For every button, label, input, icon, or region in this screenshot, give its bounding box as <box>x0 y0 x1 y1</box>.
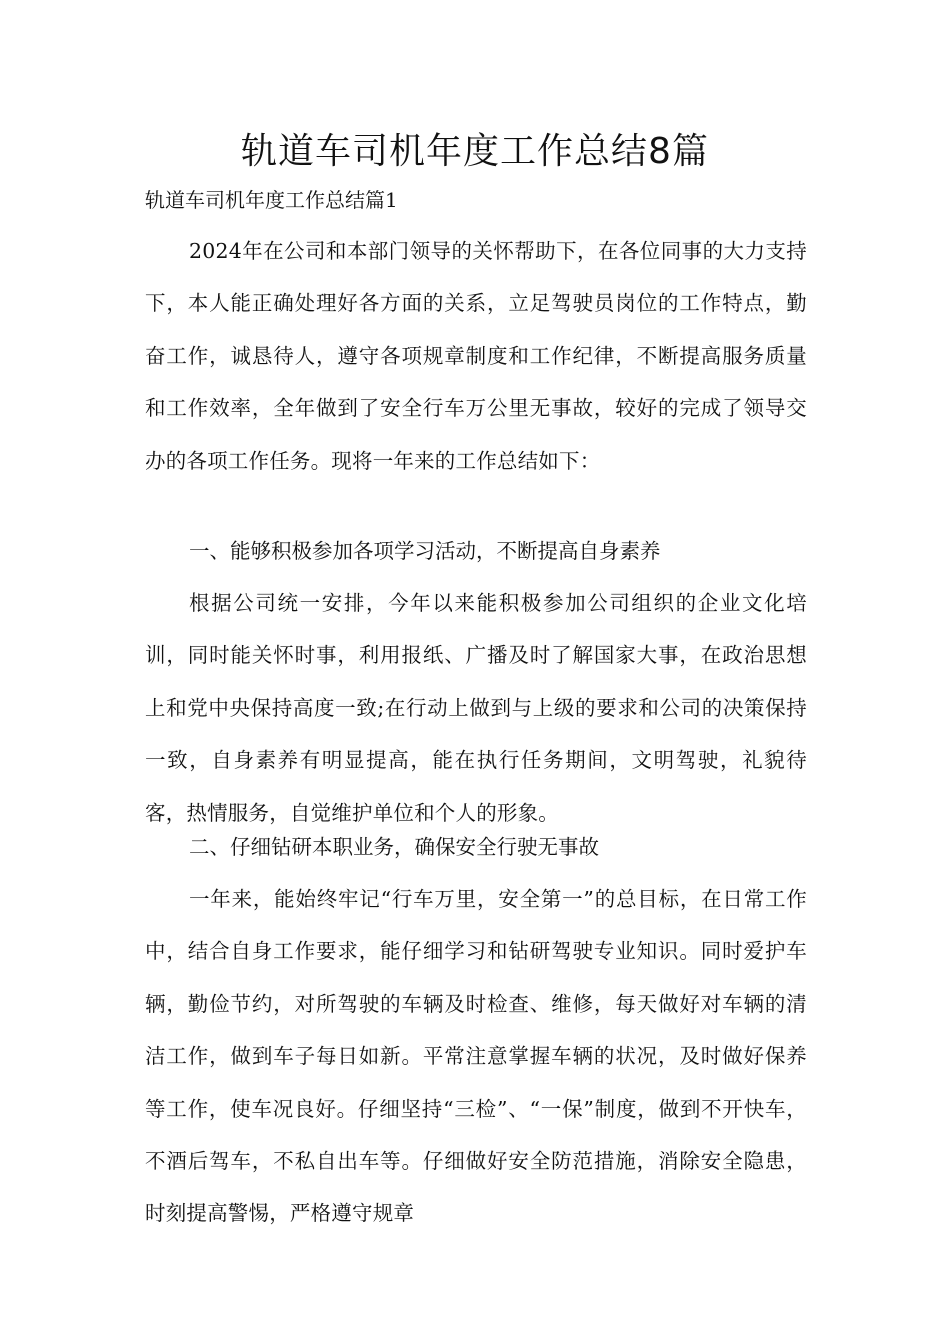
section-subtitle: 轨道车司机年度工作总结篇1 <box>145 188 398 212</box>
document-title: 轨道车司机年度工作总结8篇 <box>241 131 709 172</box>
section-heading-2: 二、仔细钻研本职业务，确保安全行驶无事故 <box>189 835 599 859</box>
body-paragraph-3: 一年来，能始终牢记“行车万里，安全第一”的总目标，在日常工作中，结合自身工作要求，能仔细学习和钻研驾驶专业知识。同时爱护车辆，勤俭节约，对所驾驶的车辆及时检查、维修，每天做好对车辆的清洁工作，做到车子每日如新。平常注意掌握车辆的状况，及时做好保养等工作，使车况良好。仔细坚持“三检”、“一保”制度，做到不开快车，不酒后驾车，不私自出车等。仔细做好安全防范措施，消除安全隐患，时刻提高警惕，严格遵守规章 <box>145 887 807 1226</box>
body-paragraph-1: 2024年在公司和本部门领导的关怀帮助下，在各位同事的大力支持下，本人能正确处理好各方面的关系，立足驾驶员岗位的工作特点，勤奋工作，诚恳待人，遵守各项规章制度和工作纪律，不断提高服务质量和工作效率，全年做到了安全行车万公里无事故，较好的完成了领导交办的各项工作任务。现将一年来的工作总结如下： <box>145 239 807 473</box>
section-heading-1: 一、能够积极参加各项学习活动，不断提高自身素养 <box>189 539 661 563</box>
body-paragraph-2: 根据公司统一安排，今年以来能积极参加公司组织的企业文化培训，同时能关怀时事，利用报纸、广播及时了解国家大事，在政治思想上和党中央保持高度一致;在行动上做到与上级的要求和公司的决策保持一致，自身素养有明显提高，能在执行任务期间，文明驾驶，礼貌待客，热情服务，自觉维护单位和个人的形象。 <box>145 591 807 825</box>
